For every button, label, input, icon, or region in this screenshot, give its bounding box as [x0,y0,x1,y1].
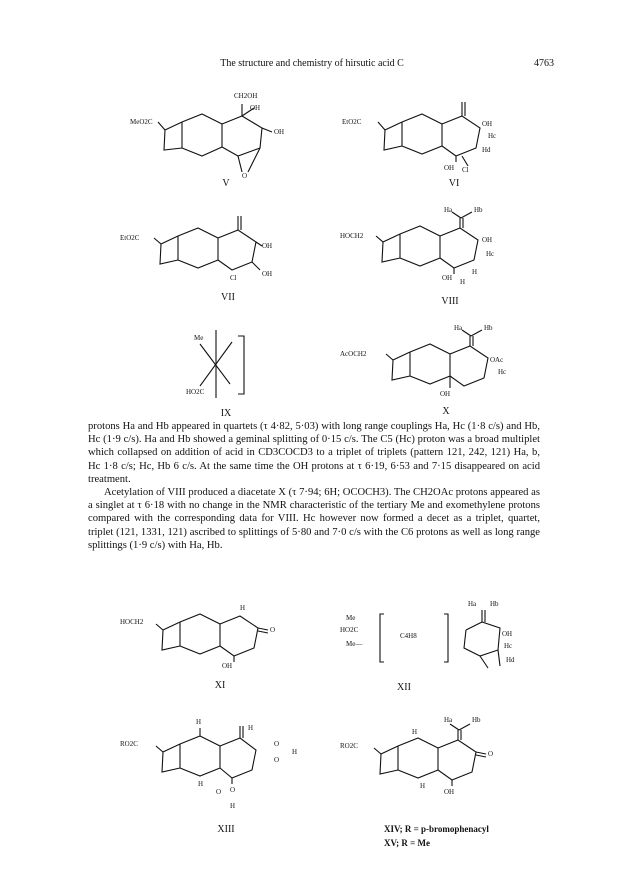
xii-label-4: Ha [468,600,477,608]
xii-label-1: HO2C [340,626,359,634]
xi-label-1: H [240,604,246,612]
viii-label-3: OH [482,236,493,244]
xiii-label-7: O [216,788,222,796]
xii-label-8: Hd [506,656,515,664]
xiii-label-6: H [198,780,204,788]
structure-viii [338,206,528,292]
vi-label-5: Cl [462,166,469,174]
compound-label-vii: VII [221,292,235,303]
xiii-label-9: H [230,802,236,810]
xii-label-7: Hc [504,642,513,650]
structure-xiii-skeleton [116,718,316,822]
xiii-label-1: H [248,724,254,732]
viii-label-0: Ha [444,206,453,214]
xiv-label-2: H [412,728,418,736]
compound-label-xii: XII [397,682,411,693]
x-label-0: Ha [454,324,463,332]
compound-label-xiii: XIII [217,824,235,835]
xiii-label-8: O [230,786,236,794]
compound-label-xi: XI [214,680,226,691]
viii-label-7: H [460,278,466,286]
structure-xiv-xv [338,716,538,814]
structure-vii [116,212,306,288]
vii-label-3: OH [262,270,273,278]
viii-label-6: H [472,268,478,276]
xiv-label-4: O [488,750,494,758]
xii-label-5: Hb [490,600,499,608]
structure-ix [176,328,266,404]
xiii-label-3: O [274,740,280,748]
v-label-2: MeO2C [130,118,153,126]
structure-xii-skeleton [340,600,540,680]
structure-xiv-xv-skeleton [338,716,538,814]
v-label-0: CH2OH [234,92,258,100]
xii-label-2: Me— [346,640,363,648]
vi-label-0: EtO2C [342,118,362,126]
structure-x [334,324,544,406]
xi-label-2: O [270,626,276,634]
running-title: The structure and chemistry of hirsutic acid C [220,58,404,69]
structure-xi-skeleton [118,604,298,676]
legend-xv: XV; R = Me [384,838,431,848]
compound-label-x: X [442,406,450,417]
xii-label-3: C4H8 [400,632,417,640]
xiv-label-6: OH [444,788,455,796]
vii-label-0: EtO2C [120,234,140,242]
structure-vii-skeleton [116,212,306,288]
structure-x-skeleton [334,324,544,406]
structure-vi [340,100,530,180]
x-label-3: OAc [490,356,504,364]
viii-label-1: Hb [474,206,483,214]
ix-label-1: HO2C [186,388,205,396]
vi-label-3: Hd [482,146,491,154]
body-text [88,420,540,552]
structure-vi-skeleton [340,100,530,180]
v-label-1: OH [250,104,261,112]
compound-label-vi: VI [448,178,460,189]
xii-label-0: Me [346,614,356,622]
paragraph: protons Ha and Hb appeared in quartets (τ 4·82, 5·03) with long range couplings Ha, Hc (1·8 c/s) and Hb, Hc (1·9 c/s). Ha and Hb showed a geminal splitting of 0·15 c/s. The C5 (Hc) proton was a broad multiplet which collapsed on addition of acid in CD3COCD3 to a triplet of triplets (pattern 121, 242, 121) Ha, b, Hc 1·8 c/s; Hc, Hb 6 c/s. At the same time the OH protons at τ 6·19, 6·53 and 7·15 disappeared on acid treatment. [88,421,540,485]
xiii-label-5: H [292,748,298,756]
paragraph: Acetylation of VIII produced a diacetate X (τ 7·94; 6H; OCOCH3). The CH2OAc protons appeared as a singlet at τ 6·18 with no change in the NMR characteristic of the tertiary Me and exomethylene protons compared with the corresponding data for VIII. Hc however now formed a decet as a triplet, quartet, triplet (121, 1331, 121) ascribed to splittings of 5·80 and 7·0 c/s with the C6 protons as well as long range splittings (1·9 c/s) with Ha, Hb. [88,487,540,551]
structure-v-skeleton [130,92,300,184]
xiii-label-2: RO2C [120,740,138,748]
v-label-3: OH [274,128,285,136]
structure-xiii [116,718,316,822]
structure-xi [118,604,298,676]
xi-label-0: HOCH2 [120,618,144,626]
page-number: 4763 [534,58,554,69]
viii-label-2: HOCH2 [340,232,364,240]
xiv-label-0: Ha [444,716,453,724]
structure-v [130,92,300,184]
vii-label-2: Cl [230,274,237,282]
compound-label-ix: IX [220,408,232,419]
xiv-label-5: H [420,782,426,790]
viii-label-4: Hc [486,250,495,258]
viii-label-5: OH [442,274,453,282]
xii-label-6: OH [502,630,513,638]
v-label-4: O [242,172,248,180]
xiii-label-0: H [196,718,202,726]
x-label-1: Hb [484,324,493,332]
structure-xii [340,600,540,680]
vi-label-2: Hc [488,132,497,140]
xi-label-3: OH [222,662,233,670]
x-label-4: Hc [498,368,507,376]
compound-label-viii: VIII [441,296,459,307]
xiv-label-3: RO2C [340,742,358,750]
structure-viii-skeleton [338,206,528,292]
legend-xiv: XIV; R = p-bromophenacyl [384,824,489,834]
compound-label-v: V [222,178,230,189]
vii-label-1: OH [262,242,273,250]
xiv-label-1: Hb [472,716,481,724]
ix-label-0: Me [194,334,204,342]
vi-label-1: OH [482,120,493,128]
xiii-label-4: O [274,756,280,764]
x-label-2: AcOCH2 [340,350,367,358]
x-label-5: OH [440,390,451,398]
vi-label-4: OH [444,164,455,172]
